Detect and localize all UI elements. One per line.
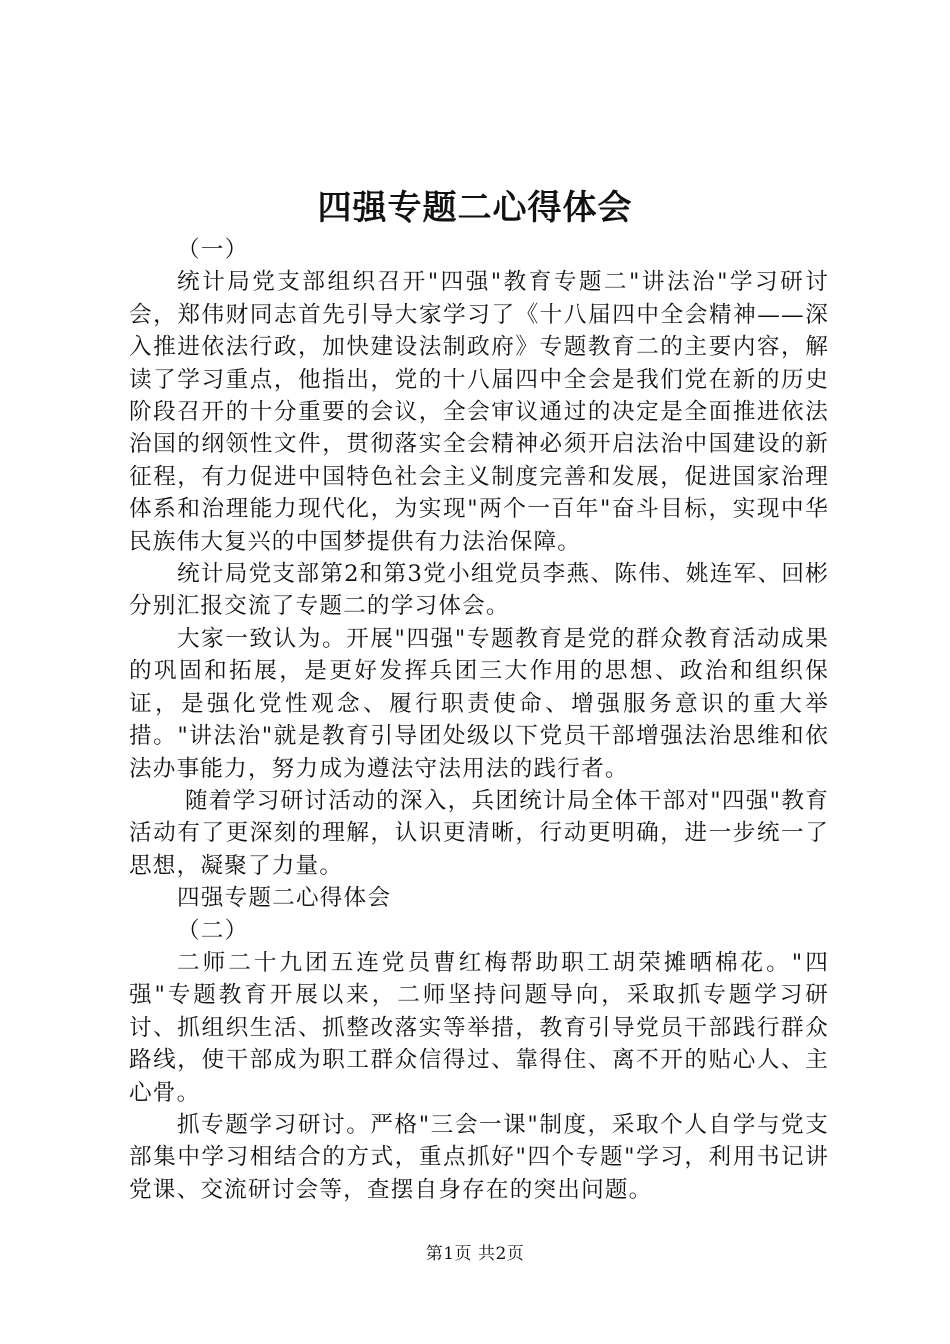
document-title: 四强专题二心得体会 (317, 188, 633, 228)
paragraph-subtitle: 四强专题二心得体会 (177, 885, 392, 912)
page-footer: 第1页 共2页 (425, 1244, 525, 1264)
paragraph-meeting: 统计局党支部组织召开"四强"教育专题二"讲法治"学习研讨会，郑伟财同志首先引导大家学习了《十八届四中全会精神——深入推进依法行政，加快建设法制政府》专题教育二的主要内容，解读了学习重点，他指出，党的十八届四中全会是我们党在新的历史阶段召开的十分重要的会议，全会审议通过的决定是全面推进依法治国的纲领性文件，贯彻落实全会精神必须开启法治中国建设的新征程，有力促进中国特色社会主义制度完善和发展，促进国家治理体系和治理能力现代化，为实现"两个一百年"奋斗目标，实现中华民族伟大复兴的中国梦提供有力法治保障。 (129, 269, 829, 555)
paragraph-division: 二师二十九团五连党员曹红梅帮助职工胡荣摊晒棉花。"四强"专题教育开展以来，二师坚持问题导向，采取抓专题学习研讨、抓组织生活、抓整改落实等举措，教育引导党员干部践行群众路线，使干部成为职工群众信得过、靠得住、离不开的贴心人、主心骨。 (129, 949, 829, 1106)
section-label-2: （二） (177, 917, 249, 944)
document-body (129, 234, 829, 1206)
paragraph-report: 统计局党支部第2和第3党小组党员李燕、陈伟、姚连军、回彬分别汇报交流了专题二的学习体会。 (129, 561, 829, 620)
paragraph-study: 抓专题学习研讨。严格"三会一课"制度，采取个人自学与党支部集中学习相结合的方式，重点抓好"四个专题"学习，利用书记讲党课、交流研讨会等，查摆自身存在的突出问题。 (129, 1111, 829, 1203)
paragraph-deepening: 随着学习研讨活动的深入，兵团统计局全体干部对"四强"教育活动有了更深刻的理解，认识更清晰，行动更明确，进一步统一了思想，凝聚了力量。 (129, 787, 829, 879)
section-label-1: （一） (177, 237, 249, 263)
paragraph-consensus: 大家一致认为。开展"四强"专题教育是党的群众教育活动成果的巩固和拓展，是更好发挥兵团三大作用的思想、政治和组织保证，是强化党性观念、履行职责使命、增强服务意识的重大举措。"讲法治"就是教育引导团处级以下党员干部增强法治思维和依法办事能力，努力成为遵法守法用法的践行者。 (129, 625, 829, 782)
